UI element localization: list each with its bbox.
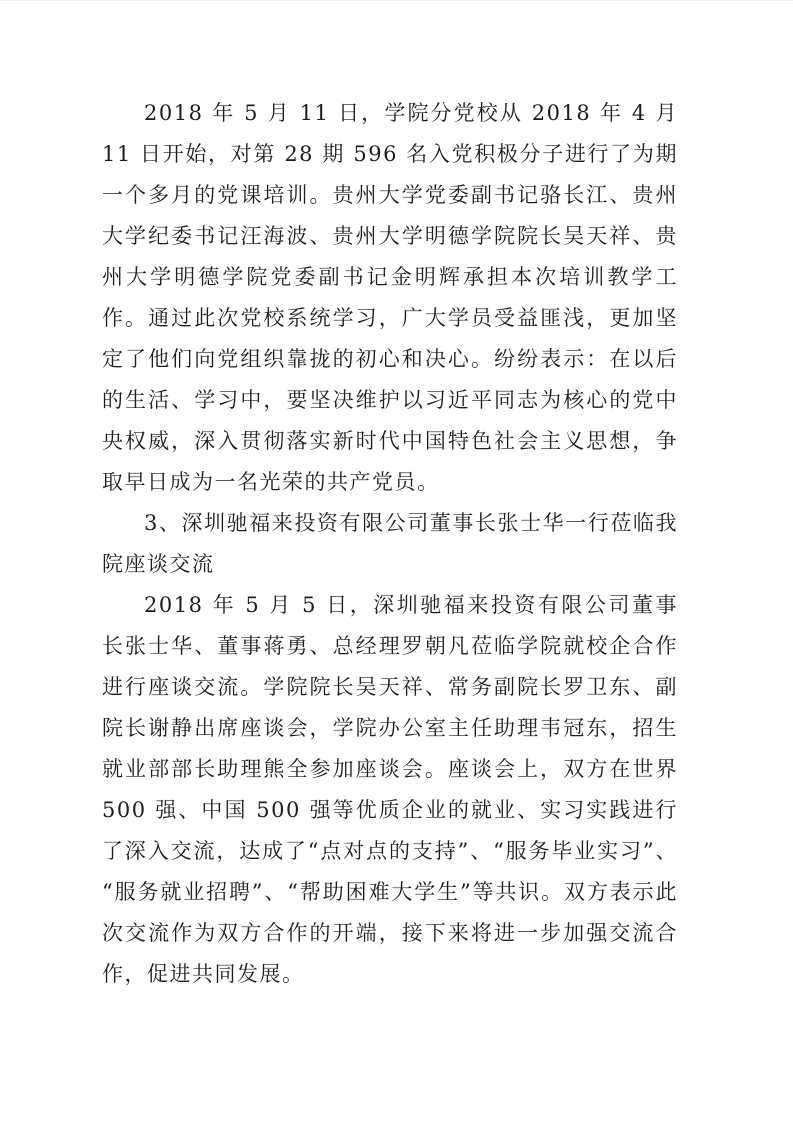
paragraph-company-visit-details: 2018 年 5 月 5 日，深圳驰福来投资有限公司董事长张士华、董事蒋勇、总经理罗朝凡莅临学院就校企合作进行座谈交流。学院院长吴天祥、常务副院长罗卫东、副院长谢静出席座谈会，学院办公室主任助理韦冠东，招生就业部部长助理熊全参加座谈会。座谈会上，双方在世界 500 强、中国 500 强等优质企业的就业、实习实践进行了深入交流，达成了“点对点的支持”、“服务毕业实习”、“服务就业招聘”、“帮助困难大学生”等共识。双方表示此次交流作为双方合作的开端，接下来将进一步加强交流合作，促进共同发展。 — [102, 593, 678, 986]
paragraph-party-school-training: 2018 年 5 月 11 日，学院分党校从 2018 年 4 月 11 日开始，对第 28 期 596 名入党积极分子进行了为期一个多月的党课培训。贵州大学党委副书记骆长江、贵州大学纪委书记汪海波、贵州大学明德学院院长吴天祥、贵州大学明德学院党委副书记金明辉承担本次培训教学工作。通过此次党校系统学习，广大学员受益匪浅，更加坚定了他们向党组织靠拢的初心和决心。纷纷表示：在以后的生活、学习中，要坚决维护以习近平同志为核心的党中央权威，深入贯彻落实新时代中国特色社会主义思想，争取早日成为一名光荣的共产党员。 — [102, 101, 678, 494]
section-heading-company-visit: 3、深圳驰福来投资有限公司董事长张士华一行莅临我院座谈交流 — [102, 511, 678, 576]
document-text-block — [102, 93, 678, 995]
